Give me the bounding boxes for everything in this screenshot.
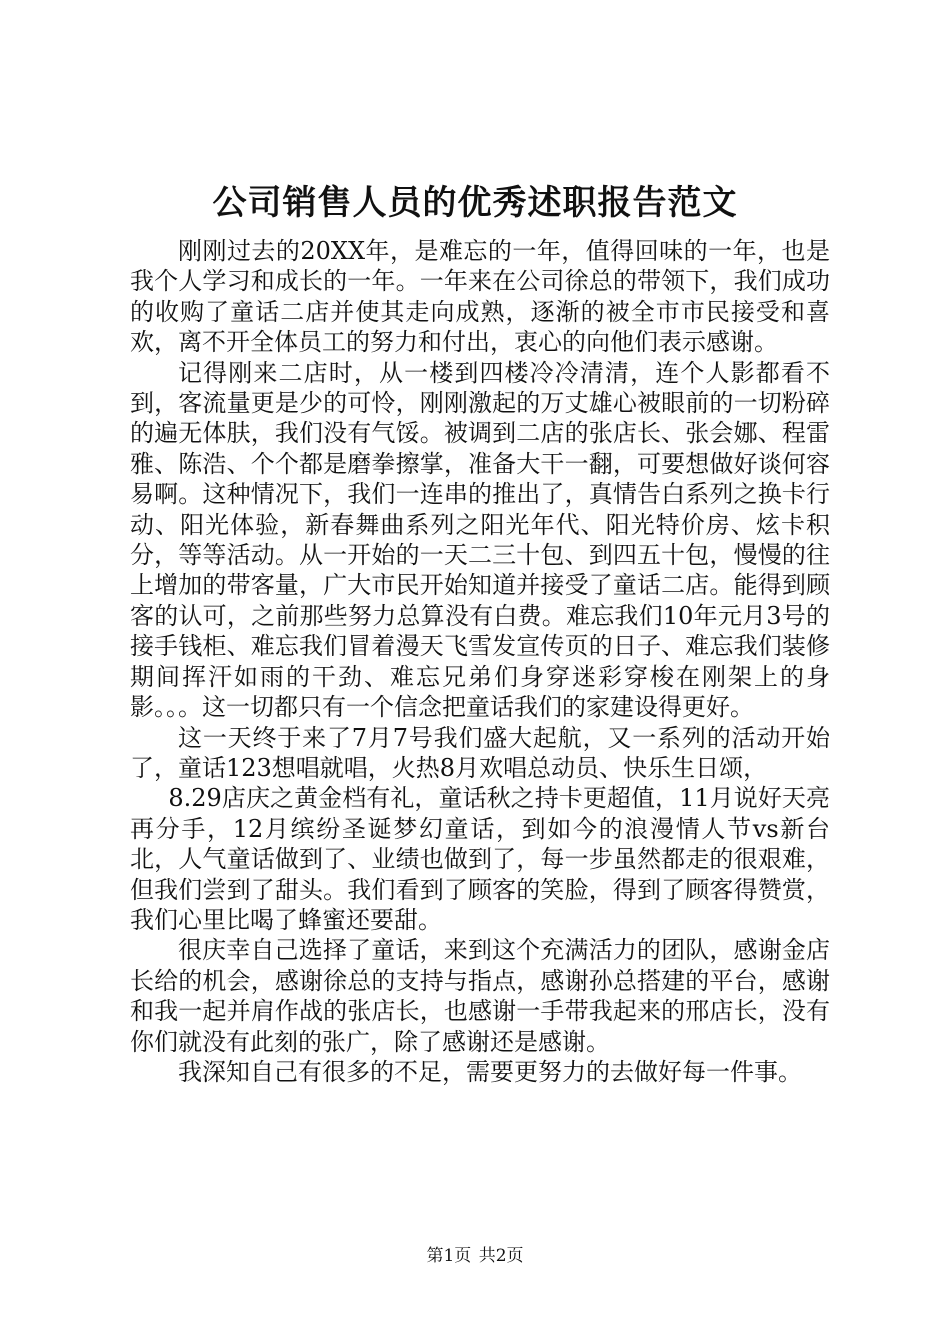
page-total: 共2页 bbox=[478, 1246, 524, 1266]
paragraph-2: 记得刚来二店时，从一楼到四楼冷冷清清，连个人影都看不到，客流量更是少的可怜，刚刚激起的万丈雄心被眼前的一切粉碎的遍无体肤，我们没有气馁。被调到二店的张店长、张会娜、程雷雅、陈浩、个个都是磨拳擦掌，准备大干一翻，可要想做好谈何容易啊。这种情况下，我们一连串的推出了，真情告白系列之换卡行动、阳光体验，新春舞曲系列之阳光年代、阳光特价房、炫卡积分，等等活动。从一开始的一天二三十包、到四五十包，慢慢的往上增加的带客量，广大市民开始知道并接受了童话二店。能得到顾客的认可，之前那些努力总算没有白费。难忘我们10年元月3号的接手钱柜、难忘我们冒着漫天飞雪发宣传页的日子、难忘我们装修期间挥汗如雨的干劲、难忘兄弟们身穿迷彩穿梭在刚架上的身影。。。这一切都只有一个信念把童话我们的家建设得更好。 bbox=[130, 358, 830, 722]
document-title: 公司销售人员的优秀述职报告范文 bbox=[212, 183, 738, 223]
paragraph-1: 刚刚过去的20XX年，是难忘的一年，值得回味的一年，也是我个人学习和成长的一年。一年来在公司徐总的带领下，我们成功的收购了童话二店并使其走向成熟，逐渐的被全市市民接受和喜欢，离不开全体员工的努力和付出，衷心的向他们表示感谢。 bbox=[130, 237, 830, 357]
page-footer bbox=[0, 1245, 950, 1267]
paragraph-5: 很庆幸自己选择了童话，来到这个充满活力的团队，感谢金店长给的机会，感谢徐总的支持与指点，感谢孙总搭建的平台，感谢和我一起并肩作战的张店长，也感谢一手带我起来的邢店长，没有你们就没有此刻的张广，除了感谢还是感谢。 bbox=[130, 936, 830, 1056]
paragraph-3: 这一天终于来了7月7号我们盛大起航，又一系列的活动开始了，童话123想唱就唱，火热8月欢唱总动员、快乐生日颂， bbox=[130, 723, 830, 782]
page-number: 第1页 bbox=[426, 1246, 472, 1266]
paragraph-4: 8.29店庆之黄金档有礼，童话秋之持卡更超值，11月说好天亮再分手，12月缤纷圣诞梦幻童话，到如今的浪漫情人节vs新台北，人气童话做到了、业绩也做到了，每一步虽然都走的很艰难，但我们尝到了甜头。我们看到了顾客的笑脸，得到了顾客得赞赏，我们心里比喝了蜂蜜还要甜。 bbox=[130, 784, 830, 934]
paragraph-6: 我深知自己有很多的不足，需要更努力的去做好每一件事。 bbox=[178, 1057, 802, 1086]
document-body bbox=[130, 236, 830, 1087]
